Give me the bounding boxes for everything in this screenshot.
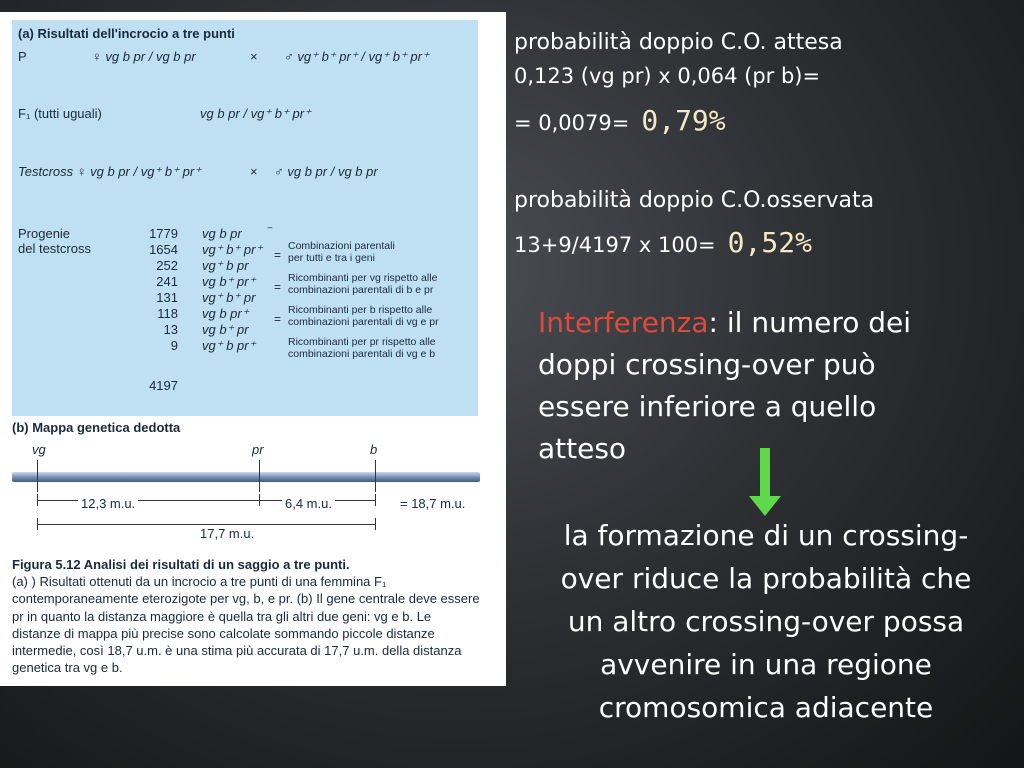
progeny-count: 118 bbox=[157, 306, 178, 321]
textbook-figure bbox=[0, 12, 506, 686]
observed-title: probabilità doppio C.O.osservata bbox=[514, 188, 875, 213]
testcross-male: ♂ vg b pr / vg b pr bbox=[274, 164, 378, 179]
expected-title: probabilità doppio C.O. attesa bbox=[514, 30, 843, 55]
distance-tick bbox=[375, 518, 376, 530]
caption-title: Figura 5.12 Analisi dei risultati di un saggio a tre punti. bbox=[12, 557, 350, 572]
parental-cross-sign: × bbox=[250, 49, 258, 64]
parental-female: ♀ vg b pr / vg b pr bbox=[92, 49, 196, 64]
progeny-total: 4197 bbox=[149, 378, 178, 393]
distance-tick bbox=[37, 518, 38, 530]
distance-line-total bbox=[37, 524, 375, 525]
panel-b-genetic-map bbox=[12, 420, 482, 548]
progeny-count: 1654 bbox=[149, 242, 178, 257]
progeny-genotype: vg b⁺ pr bbox=[202, 322, 249, 337]
progeny-genotype: vg⁺ b pr bbox=[202, 258, 249, 273]
gene-label-pr: pr bbox=[252, 442, 264, 457]
interference-line-1 bbox=[538, 302, 911, 344]
observed-formula: 13+9/4197 x 100= bbox=[514, 233, 716, 257]
conclusion-line: avvenire in una regione bbox=[600, 648, 932, 681]
observed-result bbox=[514, 226, 812, 259]
conclusion-line: la formazione di un crossing- bbox=[563, 519, 969, 552]
testcross-cross-sign: × bbox=[250, 164, 258, 179]
progeny-count: 9 bbox=[170, 338, 178, 353]
note-b-recombinants bbox=[288, 304, 439, 328]
conclusion-line: cromosomica adiacente bbox=[598, 691, 934, 724]
interference-term: Interferenza bbox=[538, 306, 709, 339]
expected-result-prefix: = 0,0079= bbox=[514, 111, 630, 135]
distance-tick bbox=[37, 494, 38, 506]
progeny-label-2: del testcross bbox=[18, 241, 91, 256]
conclusion-line: un altro crossing-over possa bbox=[567, 605, 965, 638]
progeny-genotype: vg⁺ b⁺ pr⁺ bbox=[202, 242, 263, 257]
expected-value: 0,79% bbox=[641, 104, 726, 137]
bracket-mark: ‾ bbox=[268, 226, 272, 240]
progeny-genotype: vg b pr bbox=[202, 226, 242, 241]
distance-sum: = 18,7 m.u. bbox=[400, 496, 466, 511]
note-pr-recombinants bbox=[288, 336, 436, 360]
bracket-mark: = bbox=[274, 312, 282, 326]
gene-label-b: b bbox=[370, 442, 378, 457]
locus-tick-vg bbox=[37, 460, 38, 492]
progeny-count: 252 bbox=[156, 258, 178, 273]
progeny-count: 1779 bbox=[149, 226, 178, 241]
progeny-genotype: vg b⁺ pr⁺ bbox=[202, 274, 256, 289]
testcross-label: Testcross ♀ vg b pr / vg⁺ b⁺ pr⁺ bbox=[18, 164, 202, 179]
locus-tick-pr bbox=[259, 460, 260, 492]
figure-caption bbox=[12, 556, 482, 676]
progeny-genotype: vg⁺ b pr⁺ bbox=[202, 338, 256, 353]
bracket-mark: = bbox=[274, 248, 282, 262]
panel-a-cross-results bbox=[12, 20, 478, 416]
conclusion-block bbox=[516, 514, 1016, 729]
gene-label-vg: vg bbox=[32, 442, 46, 457]
note-vg-recombinants bbox=[288, 272, 437, 296]
parental-male: ♂ vg⁺ b⁺ pr⁺ / vg⁺ b⁺ pr⁺ bbox=[284, 49, 429, 64]
note-pr-text: Ricombinanti per pr rispetto alle combinazioni parentali di vg e b bbox=[288, 336, 436, 360]
interference-rest: : il numero dei bbox=[708, 306, 912, 339]
panel-b-heading: (b) Mappa genetica dedotta bbox=[12, 420, 181, 435]
progeny-count: 241 bbox=[156, 274, 178, 289]
note-parental-text: Combinazioni parentali per tutti e tra i geni bbox=[288, 240, 395, 264]
f1-label: F₁ (tutti uguali) bbox=[18, 106, 102, 121]
distance-tick bbox=[259, 494, 260, 506]
note-b-text: Ricombinanti per b rispetto alle combinazioni parentali di vg e pr bbox=[288, 304, 439, 328]
interference-line-3: essere inferiore a quello bbox=[538, 390, 877, 423]
note-parental bbox=[288, 240, 395, 264]
interference-line-2: doppi crossing-over può bbox=[538, 348, 876, 381]
expected-formula: 0,123 (vg pr) x 0,064 (pr b)= bbox=[514, 64, 821, 88]
progeny-genotype: vg⁺ b⁺ pr bbox=[202, 290, 256, 305]
interference-block bbox=[538, 302, 911, 470]
parental-label: P bbox=[18, 49, 27, 64]
conclusion-line: over riduce la probabilità che bbox=[560, 562, 972, 595]
locus-tick-b bbox=[375, 460, 376, 492]
expected-result bbox=[514, 104, 726, 137]
progeny-count: 13 bbox=[163, 322, 178, 337]
caption-body: (a) ) Risultati ottenuti da un incrocio a tre punti di una femmina F₁ contemporaneamente eterozigote per vg, b, e pr. (b) Il gene centrale deve essere pr in quanto la distanza maggiore è quella tra gli altri due geni: vg e b. Le distanze di mappa più precise sono calcolate sommando piccole distanze intermedie, così 18,7 u.m. è una stima più accurata di 17,7 u.m. della distanza genetica tra vg e b. bbox=[12, 574, 480, 676]
down-arrow-icon bbox=[760, 448, 770, 500]
distance-total: 17,7 m.u. bbox=[200, 526, 255, 541]
panel-a-heading: (a) Risultati dell'incrocio a tre punti bbox=[18, 26, 235, 41]
progeny-genotype: vg b pr⁺ bbox=[202, 306, 249, 321]
chromosome-bar bbox=[12, 472, 480, 482]
progeny-label-1: Progenie bbox=[18, 226, 71, 241]
distance-pr-b: 6,4 m.u. bbox=[282, 496, 335, 511]
note-vg-text: Ricombinanti per vg rispetto alle combinazioni parentali di b e pr bbox=[288, 272, 438, 296]
distance-vg-pr: 12,3 m.u. bbox=[78, 496, 138, 511]
interference-line-4: atteso bbox=[538, 432, 627, 465]
distance-tick bbox=[375, 494, 376, 506]
observed-value: 0,52% bbox=[727, 226, 812, 259]
f1-genotype: vg b pr / vg⁺ b⁺ pr⁺ bbox=[200, 106, 311, 121]
down-arrow-head bbox=[749, 496, 781, 516]
progeny-count: 131 bbox=[156, 290, 178, 305]
bracket-mark: = bbox=[274, 280, 282, 294]
